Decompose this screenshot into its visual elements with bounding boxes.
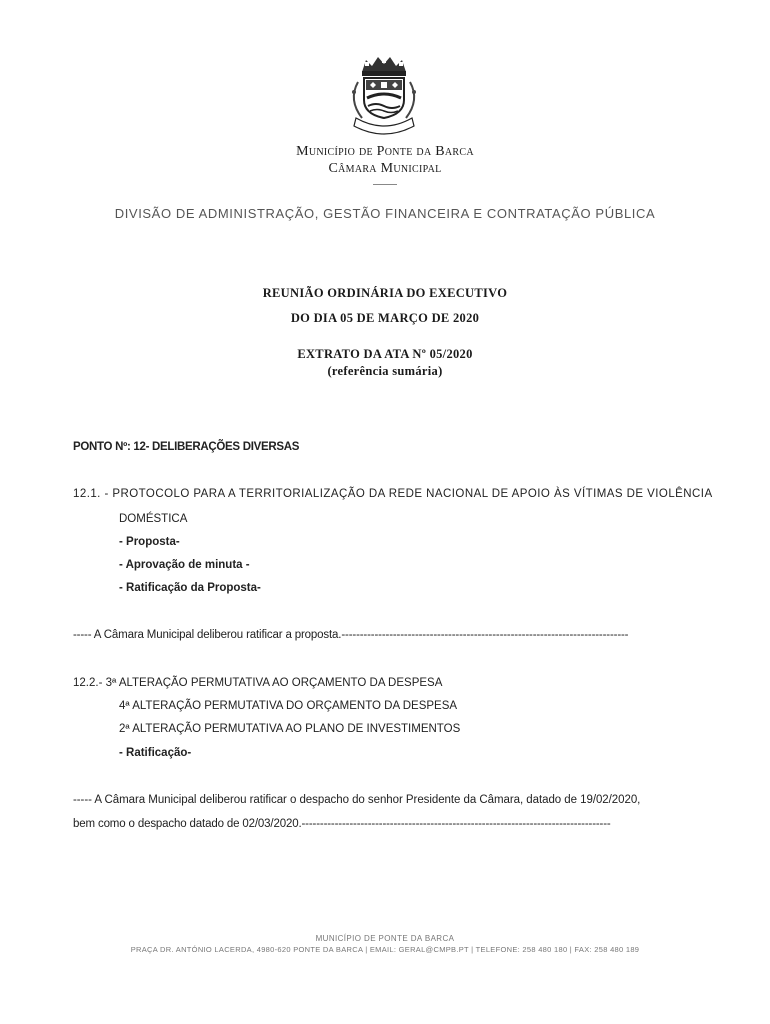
item-12-1-deliberation: ----- A Câmara Municipal deliberou ratificar a proposta.------------------------------------------------------------------------------: [73, 629, 629, 641]
item-12-2-line2: 4ª ALTERAÇÃO PERMUTATIVA DO ORÇAMENTO DA DESPESA: [119, 700, 458, 712]
item-12-1-title-cont: DOMÉSTICA: [119, 513, 188, 525]
header-divider: [373, 184, 397, 185]
item-12-1-proposal: - Proposta-: [119, 536, 180, 548]
item-12-2-ratification: - Ratificação-: [119, 747, 192, 759]
item-12-2-deliberation-cont: bem como o despacho datado de 02/03/2020.------------------------------------------------------------------------------------: [73, 818, 611, 830]
division-name: DIVISÃO DE ADMINISTRAÇÃO, GESTÃO FINANCEIRA E CONTRATAÇÃO PÚBLICA: [114, 206, 656, 221]
footer-address: PRAÇA DR. ANTÓNIO LACERDA, 4980-620 PONTE DA BARCA | EMAIL: GERAL@CMPB.PT | TELEFONE: 258 480 180 | FAX: 258 480 189: [130, 945, 640, 954]
item-12-1-minute-approval: - Aprovação de minuta -: [119, 559, 250, 571]
point-heading: PONTO Nº: 12- DELIBERAÇÕES DIVERSAS: [73, 441, 300, 453]
municipal-coat-of-arms-icon: [340, 52, 428, 140]
extract-title: EXTRATO DA ATA Nº 05/2020: [297, 347, 473, 361]
footer-municipality: MUNICÍPIO DE PONTE DA BARCA: [315, 934, 455, 943]
municipality-name: Município de Ponte da Barca: [296, 144, 474, 159]
council-name: Câmara Municipal: [328, 161, 442, 176]
meeting-date: DO DIA 05 DE MARÇO DE 2020: [290, 311, 480, 325]
meeting-title: REUNIÃO ORDINÁRIA DO EXECUTIVO: [262, 286, 508, 300]
extract-reference: (referência sumária): [327, 364, 443, 378]
item-12-1-ratification: - Ratificação da Proposta-: [119, 582, 261, 594]
item-12-1-title: 12.1. - PROTOCOLO PARA A TERRITORIALIZAÇÃO DA REDE NACIONAL DE APOIO ÀS VÍTIMAS DE VIOLÊNCIA: [73, 488, 713, 500]
item-12-2-line3: 2ª ALTERAÇÃO PERMUTATIVA AO PLANO DE INVESTIMENTOS: [119, 723, 461, 735]
item-12-2-deliberation: ----- A Câmara Municipal deliberou ratificar o despacho do senhor Presidente da Câmara, datado de 19/02/2020,: [73, 794, 641, 806]
item-12-2-title: 12.2.- 3ª ALTERAÇÃO PERMUTATIVA AO ORÇAMENTO DA DESPESA: [73, 677, 443, 689]
